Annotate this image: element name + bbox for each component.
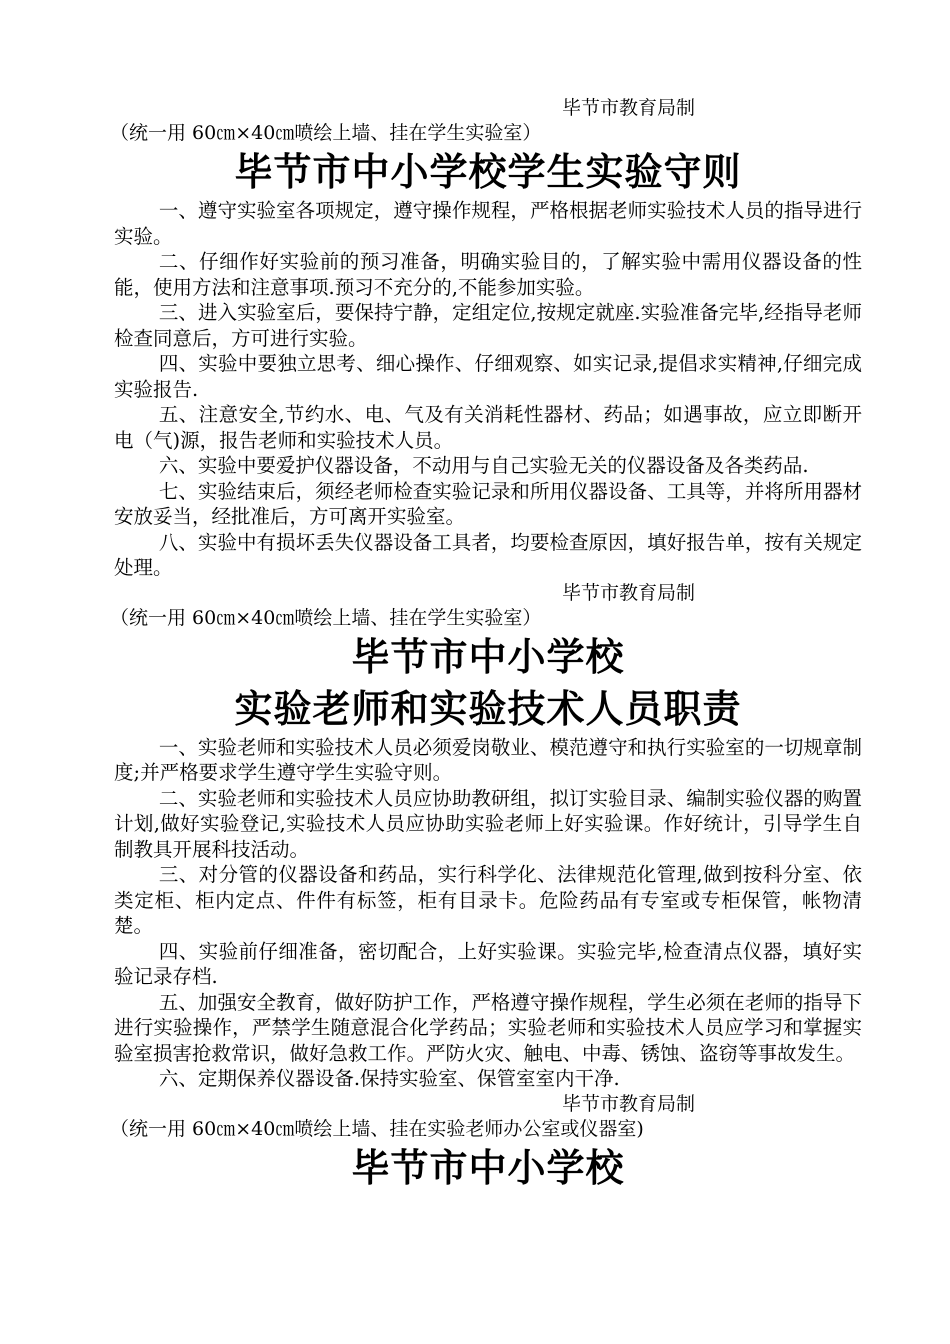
- section-title: 毕节市中小学校学生实验守则: [234, 150, 742, 194]
- rule-paragraph: 七、实验结束后，须经老师检查实验记录和所用仪器设备、工具等，并将所用器材安放妥当，经批准后，方可离开实验室。: [114, 479, 862, 528]
- placement-note: （统一用 60㎝×40㎝喷绘上墙、挂在实验老师办公室或仪器室): [110, 1117, 644, 1140]
- duty-paragraph: 四、实验前仔细准备，密切配合，上好实验课。实验完毕,检查清点仪器，填好实验记录存档.: [114, 939, 862, 988]
- placement-note: （统一用 60㎝×40㎝喷绘上墙、挂在学生实验室）: [110, 606, 542, 629]
- rule-paragraph: 八、实验中有损坏丢失仪器设备工具者，均要检查原因，填好报告单，按有关规定处理。: [114, 530, 862, 579]
- section-title: 实验老师和实验技术人员职责: [234, 686, 742, 731]
- issuer-line: 毕节市教育局制: [562, 97, 696, 119]
- duty-paragraph: 二、实验老师和实验技术人员应协助教研组，拟订实验目录、编制实验仪器的购置计划,做好实验登记,实验技术人员应协助实验老师上好实验课。作好统计，引导学生自制教具开展科技活动。: [114, 786, 862, 861]
- placement-note: （统一用 60㎝×40㎝喷绘上墙、挂在学生实验室）: [110, 122, 542, 144]
- duty-paragraph: 六、定期保养仪器设备.保持实验室、保管室室内干净.: [158, 1067, 620, 1090]
- duty-paragraph: 一、实验老师和实验技术人员必须爱岗敬业、模范遵守和执行实验室的一切规章制度;并严格要求学生遵守学生实验守则。: [114, 735, 862, 784]
- section-title: 毕节市中小学校: [351, 634, 625, 679]
- rule-paragraph: 一、遵守实验室各项规定，遵守操作规程，严格根据老师实验技术人员的指导进行实验。: [114, 199, 862, 248]
- section-title: 毕节市中小学校: [351, 1145, 625, 1190]
- section-staff-duties: [110, 581, 862, 1092]
- document-page: [110, 96, 862, 1194]
- rule-paragraph: 五、注意安全,节约水、电、气及有关消耗性器材、药品；如遇事故，应立即断开电（气)源，报告老师和实验技术人员。: [114, 403, 862, 452]
- issuer-line: 毕节市教育局制: [562, 581, 696, 604]
- issuer-line: 毕节市教育局制: [562, 1092, 696, 1115]
- rule-paragraph: 四、实验中要独立思考、细心操作、仔细观察、如实记录,提倡求实精神,仔细完成实验报告.: [114, 352, 862, 401]
- rule-paragraph: 六、实验中要爱护仪器设备，不动用与自己实验无关的仪器设备及各类药品.: [158, 454, 809, 477]
- section-third-notice: [110, 1092, 862, 1194]
- duty-paragraph: 五、加强安全教育，做好防护工作，严格遵守操作规程，学生必须在老师的指导下进行实验操作，严禁学生随意混合化学药品；实验老师和实验技术人员应学习和掌握实验室损害抢救常识，做好急救工作。严防火灾、触电、中毒、锈蚀、盗窃等事故发生。: [114, 990, 862, 1065]
- rule-paragraph: 二、仔细作好实验前的预习准备，明确实验目的，了解实验中需用仪器设备的性能，使用方法和注意事项.预习不充分的,不能参加实验。: [114, 250, 862, 299]
- duty-paragraph: 三、对分管的仪器设备和药品，实行科学化、法律规范化管理,做到按科分室、依类定柜、柜内定点、件件有标签，柜有目录卡。危险药品有专室或专柜保管，帐物清楚。: [114, 863, 862, 937]
- rule-paragraph: 三、进入实验室后，要保持宁静，定组定位,按规定就座.实验准备完毕,经指导老师检查同意后，方可进行实验。: [114, 301, 862, 350]
- section-student-rules: [110, 96, 862, 581]
